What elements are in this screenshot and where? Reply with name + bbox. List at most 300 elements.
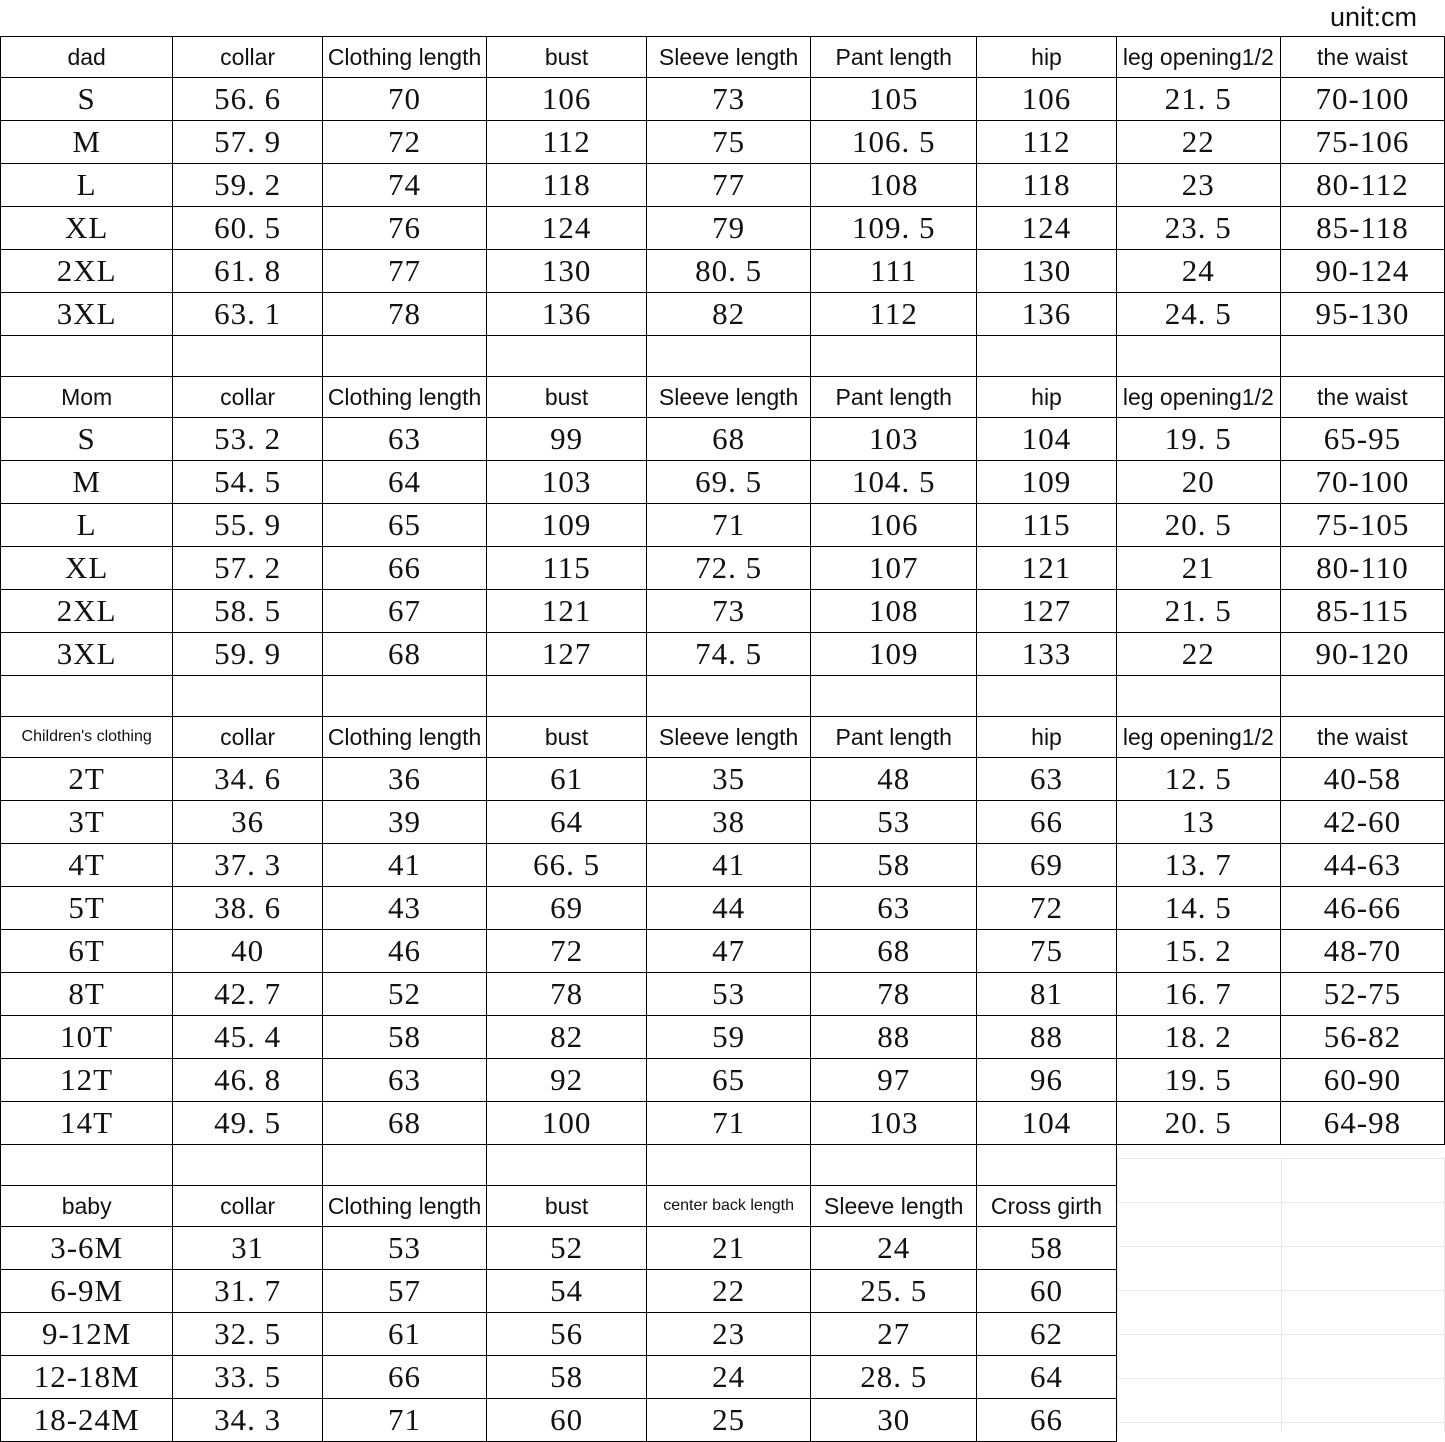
cell-clothing-length: 58 <box>323 1016 487 1059</box>
table-row <box>1 293 1445 336</box>
cell-leg-opening: 21 <box>1116 547 1280 590</box>
cell-leg-opening: 13. 7 <box>1116 844 1280 887</box>
spacer-cell <box>1 676 173 717</box>
cell-pant-length: 104. 5 <box>811 461 977 504</box>
column-header-collar: collar <box>173 1186 323 1227</box>
cell-hip: 63 <box>977 758 1116 801</box>
spacer-cell <box>811 1145 977 1186</box>
group-header-baby <box>1 1186 1445 1227</box>
table-row <box>1 1313 1445 1356</box>
cell-collar: 57. 9 <box>173 121 323 164</box>
size-label: 6T <box>1 930 173 973</box>
column-header-clothing-length: Clothing length <box>323 717 487 758</box>
spacer-cell <box>323 336 487 377</box>
cell-leg-opening: 23 <box>1116 164 1280 207</box>
cell-hip: 133 <box>977 633 1116 676</box>
empty-cell <box>1280 1356 1444 1399</box>
group-header-dad <box>1 37 1445 78</box>
cell-waist: 52-75 <box>1280 973 1444 1016</box>
cell-sleeve-length: 38 <box>647 801 811 844</box>
cell-sleeve-length: 77 <box>647 164 811 207</box>
cell-collar: 45. 4 <box>173 1016 323 1059</box>
size-label: 4T <box>1 844 173 887</box>
size-label: 12T <box>1 1059 173 1102</box>
cell-bust: 115 <box>487 547 647 590</box>
cell-pant-length: 68 <box>811 930 977 973</box>
column-header-sleeve-length: Sleeve length <box>647 37 811 78</box>
cell-collar: 63. 1 <box>173 293 323 336</box>
cell-bust: 54 <box>487 1270 647 1313</box>
cell-center-back-length: 23 <box>647 1313 811 1356</box>
cell-clothing-length: 68 <box>323 633 487 676</box>
cell-clothing-length: 36 <box>323 758 487 801</box>
table-row <box>1 1227 1445 1270</box>
cell-leg-opening: 14. 5 <box>1116 887 1280 930</box>
table-row <box>1 801 1445 844</box>
cell-hip: 69 <box>977 844 1116 887</box>
size-label: 3-6M <box>1 1227 173 1270</box>
group-label-baby: baby <box>1 1186 173 1227</box>
cell-collar: 31 <box>173 1227 323 1270</box>
cell-waist: 65-95 <box>1280 418 1444 461</box>
cell-bust: 100 <box>487 1102 647 1145</box>
spacer-cell <box>173 1145 323 1186</box>
table-row <box>1 887 1445 930</box>
cell-waist: 75-105 <box>1280 504 1444 547</box>
spacer-cell-empty <box>1280 1145 1444 1186</box>
cell-bust: 52 <box>487 1227 647 1270</box>
cell-waist: 70-100 <box>1280 78 1444 121</box>
table-row <box>1 1356 1445 1399</box>
cell-sleeve-length: 73 <box>647 78 811 121</box>
spacer-cell <box>811 676 977 717</box>
cell-pant-length: 53 <box>811 801 977 844</box>
cell-bust: 64 <box>487 801 647 844</box>
cell-hip: 104 <box>977 418 1116 461</box>
cell-hip: 124 <box>977 207 1116 250</box>
cell-waist: 75-106 <box>1280 121 1444 164</box>
empty-cell <box>1116 1356 1280 1399</box>
cell-leg-opening: 13 <box>1116 801 1280 844</box>
cell-leg-opening: 20. 5 <box>1116 1102 1280 1145</box>
size-label: 18-24M <box>1 1399 173 1442</box>
cell-collar: 42. 7 <box>173 973 323 1016</box>
cell-sleeve-length: 73 <box>647 590 811 633</box>
cell-bust: 61 <box>487 758 647 801</box>
cell-waist: 80-110 <box>1280 547 1444 590</box>
cell-hip: 136 <box>977 293 1116 336</box>
size-label: XL <box>1 207 173 250</box>
cell-clothing-length: 63 <box>323 1059 487 1102</box>
cell-bust: 56 <box>487 1313 647 1356</box>
spacer-cell <box>977 676 1116 717</box>
cell-clothing-length: 78 <box>323 293 487 336</box>
cell-hip: 75 <box>977 930 1116 973</box>
cell-sleeve-length: 47 <box>647 930 811 973</box>
cell-clothing-length: 64 <box>323 461 487 504</box>
cell-collar: 61. 8 <box>173 250 323 293</box>
spacer-cell <box>647 676 811 717</box>
group-header-children <box>1 717 1445 758</box>
cell-clothing-length: 67 <box>323 590 487 633</box>
column-header-clothing-length: Clothing length <box>323 1186 487 1227</box>
spacer-cell <box>811 336 977 377</box>
cell-clothing-length: 57 <box>323 1270 487 1313</box>
cell-leg-opening: 19. 5 <box>1116 1059 1280 1102</box>
cell-pant-length: 107 <box>811 547 977 590</box>
empty-cell <box>1280 1227 1444 1270</box>
cell-collar: 33. 5 <box>173 1356 323 1399</box>
cell-clothing-length: 77 <box>323 250 487 293</box>
cell-clothing-length: 61 <box>323 1313 487 1356</box>
cell-bust: 60 <box>487 1399 647 1442</box>
size-label: 12-18M <box>1 1356 173 1399</box>
size-label: L <box>1 164 173 207</box>
size-label: M <box>1 121 173 164</box>
cell-sleeve-length: 69. 5 <box>647 461 811 504</box>
cell-hip: 115 <box>977 504 1116 547</box>
cell-sleeve-length: 75 <box>647 121 811 164</box>
cell-hip: 96 <box>977 1059 1116 1102</box>
cell-sleeve-length: 79 <box>647 207 811 250</box>
cell-waist: 85-118 <box>1280 207 1444 250</box>
size-label: 10T <box>1 1016 173 1059</box>
cell-leg-opening: 18. 2 <box>1116 1016 1280 1059</box>
cell-pant-length: 78 <box>811 973 977 1016</box>
cell-collar: 34. 6 <box>173 758 323 801</box>
cell-cross-girth: 62 <box>977 1313 1116 1356</box>
spacer-cell <box>173 336 323 377</box>
cell-waist: 90-120 <box>1280 633 1444 676</box>
column-header-hip: hip <box>977 377 1116 418</box>
size-label: S <box>1 78 173 121</box>
cell-hip: 66 <box>977 801 1116 844</box>
cell-collar: 36 <box>173 801 323 844</box>
column-header-clothing-length: Clothing length <box>323 37 487 78</box>
size-label: 3XL <box>1 293 173 336</box>
cell-collar: 31. 7 <box>173 1270 323 1313</box>
cell-collar: 34. 3 <box>173 1399 323 1442</box>
cell-pant-length: 111 <box>811 250 977 293</box>
cell-clothing-length: 74 <box>323 164 487 207</box>
cell-pant-length: 106. 5 <box>811 121 977 164</box>
empty-cell <box>1116 1399 1280 1442</box>
cell-clothing-length: 66 <box>323 1356 487 1399</box>
cell-bust: 118 <box>487 164 647 207</box>
cell-bust: 121 <box>487 590 647 633</box>
column-header-waist: the waist <box>1280 377 1444 418</box>
cell-hip: 72 <box>977 887 1116 930</box>
table-row <box>1 758 1445 801</box>
cell-pant-length: 112 <box>811 293 977 336</box>
size-label: 2XL <box>1 250 173 293</box>
table-row <box>1 418 1445 461</box>
cell-center-back-length: 22 <box>647 1270 811 1313</box>
spacer-row <box>1 1145 1445 1186</box>
spacer-cell <box>487 676 647 717</box>
size-label: XL <box>1 547 173 590</box>
size-label: M <box>1 461 173 504</box>
cell-bust: 112 <box>487 121 647 164</box>
table-row <box>1 504 1445 547</box>
cell-cross-girth: 66 <box>977 1399 1116 1442</box>
group-header-mom <box>1 377 1445 418</box>
table-row <box>1 121 1445 164</box>
empty-cell <box>1280 1399 1444 1442</box>
cell-bust: 66. 5 <box>487 844 647 887</box>
spacer-cell <box>1280 676 1444 717</box>
cell-collar: 40 <box>173 930 323 973</box>
column-header-clothing-length: Clothing length <box>323 377 487 418</box>
cell-hip: 127 <box>977 590 1116 633</box>
cell-pant-length: 58 <box>811 844 977 887</box>
size-label: 2XL <box>1 590 173 633</box>
cell-sleeve-length: 82 <box>647 293 811 336</box>
spacer-cell <box>977 1145 1116 1186</box>
cell-waist: 80-112 <box>1280 164 1444 207</box>
spacer-cell <box>1280 336 1444 377</box>
cell-pant-length: 106 <box>811 504 977 547</box>
cell-clothing-length: 68 <box>323 1102 487 1145</box>
cell-waist: 48-70 <box>1280 930 1444 973</box>
column-header-waist: the waist <box>1280 717 1444 758</box>
cell-pant-length: 103 <box>811 1102 977 1145</box>
cell-cross-girth: 58 <box>977 1227 1116 1270</box>
unit-label: unit:cm <box>1329 2 1417 32</box>
cell-pant-length: 108 <box>811 164 977 207</box>
cell-waist: 60-90 <box>1280 1059 1444 1102</box>
table-row <box>1 973 1445 1016</box>
cell-waist: 90-124 <box>1280 250 1444 293</box>
cell-hip: 81 <box>977 973 1116 1016</box>
cell-sleeve-length: 71 <box>647 1102 811 1145</box>
cell-bust: 58 <box>487 1356 647 1399</box>
cell-pant-length: 103 <box>811 418 977 461</box>
table-row <box>1 250 1445 293</box>
cell-sleeve-length: 80. 5 <box>647 250 811 293</box>
cell-bust: 69 <box>487 887 647 930</box>
cell-center-back-length: 21 <box>647 1227 811 1270</box>
cell-leg-opening: 23. 5 <box>1116 207 1280 250</box>
cell-sleeve-length: 71 <box>647 504 811 547</box>
column-header-collar: collar <box>173 717 323 758</box>
cell-hip: 112 <box>977 121 1116 164</box>
cell-sleeve-length: 25. 5 <box>811 1270 977 1313</box>
cell-pant-length: 105 <box>811 78 977 121</box>
cell-pant-length: 108 <box>811 590 977 633</box>
table-row <box>1 207 1445 250</box>
cell-hip: 109 <box>977 461 1116 504</box>
cell-leg-opening: 21. 5 <box>1116 590 1280 633</box>
cell-pant-length: 48 <box>811 758 977 801</box>
cell-bust: 103 <box>487 461 647 504</box>
cell-clothing-length: 39 <box>323 801 487 844</box>
cell-leg-opening: 12. 5 <box>1116 758 1280 801</box>
group-label-mom: Mom <box>1 377 173 418</box>
empty-cell <box>1280 1186 1444 1227</box>
spacer-row <box>1 336 1445 377</box>
cell-sleeve-length: 27 <box>811 1313 977 1356</box>
cell-pant-length: 63 <box>811 887 977 930</box>
cell-clothing-length: 76 <box>323 207 487 250</box>
cell-collar: 38. 6 <box>173 887 323 930</box>
table-row <box>1 164 1445 207</box>
cell-collar: 58. 5 <box>173 590 323 633</box>
spacer-cell <box>487 336 647 377</box>
cell-cross-girth: 64 <box>977 1356 1116 1399</box>
table-row <box>1 547 1445 590</box>
cell-waist: 42-60 <box>1280 801 1444 844</box>
column-header-sleeve-length: Sleeve length <box>647 717 811 758</box>
cell-waist: 95-130 <box>1280 293 1444 336</box>
empty-cell <box>1116 1227 1280 1270</box>
cell-center-back-length: 24 <box>647 1356 811 1399</box>
spacer-cell-empty <box>1116 1145 1280 1186</box>
spacer-cell <box>977 336 1116 377</box>
cell-leg-opening: 22 <box>1116 121 1280 164</box>
empty-cell <box>1116 1186 1280 1227</box>
cell-clothing-length: 71 <box>323 1399 487 1442</box>
spacer-cell <box>1116 676 1280 717</box>
column-header-cross-girth: Cross girth <box>977 1186 1116 1227</box>
cell-collar: 57. 2 <box>173 547 323 590</box>
cell-clothing-length: 52 <box>323 973 487 1016</box>
cell-clothing-length: 41 <box>323 844 487 887</box>
table-row <box>1 1059 1445 1102</box>
cell-pant-length: 88 <box>811 1016 977 1059</box>
empty-cell <box>1280 1270 1444 1313</box>
spacer-cell <box>323 1145 487 1186</box>
table-row <box>1 930 1445 973</box>
cell-leg-opening: 24 <box>1116 250 1280 293</box>
cell-sleeve-length: 24 <box>811 1227 977 1270</box>
spacer-cell <box>647 1145 811 1186</box>
column-header-sleeve-length: Sleeve length <box>811 1186 977 1227</box>
column-header-collar: collar <box>173 377 323 418</box>
cell-waist: 44-63 <box>1280 844 1444 887</box>
spacer-cell <box>1 1145 173 1186</box>
cell-pant-length: 109. 5 <box>811 207 977 250</box>
cell-bust: 124 <box>487 207 647 250</box>
cell-hip: 104 <box>977 1102 1116 1145</box>
cell-hip: 118 <box>977 164 1116 207</box>
cell-leg-opening: 15. 2 <box>1116 930 1280 973</box>
cell-sleeve-length: 44 <box>647 887 811 930</box>
column-header-collar: collar <box>173 37 323 78</box>
cell-clothing-length: 43 <box>323 887 487 930</box>
cell-sleeve-length: 65 <box>647 1059 811 1102</box>
cell-leg-opening: 16. 7 <box>1116 973 1280 1016</box>
empty-cell <box>1280 1313 1444 1356</box>
cell-hip: 88 <box>977 1016 1116 1059</box>
cell-sleeve-length: 74. 5 <box>647 633 811 676</box>
spacer-cell <box>647 336 811 377</box>
cell-bust: 109 <box>487 504 647 547</box>
cell-bust: 78 <box>487 973 647 1016</box>
cell-leg-opening: 20. 5 <box>1116 504 1280 547</box>
size-label: 14T <box>1 1102 173 1145</box>
size-label: 6-9M <box>1 1270 173 1313</box>
table-row <box>1 633 1445 676</box>
column-header-bust: bust <box>487 717 647 758</box>
cell-pant-length: 97 <box>811 1059 977 1102</box>
cell-waist: 64-98 <box>1280 1102 1444 1145</box>
group-label-children: Children's clothing <box>1 717 173 758</box>
cell-sleeve-length: 68 <box>647 418 811 461</box>
cell-pant-length: 109 <box>811 633 977 676</box>
cell-sleeve-length: 30 <box>811 1399 977 1442</box>
column-header-leg-opening: leg opening1/2 <box>1116 717 1280 758</box>
cell-bust: 99 <box>487 418 647 461</box>
cell-clothing-length: 46 <box>323 930 487 973</box>
table-row <box>1 1270 1445 1313</box>
column-header-leg-opening: leg opening1/2 <box>1116 37 1280 78</box>
cell-collar: 46. 8 <box>173 1059 323 1102</box>
table-row <box>1 1016 1445 1059</box>
cell-bust: 72 <box>487 930 647 973</box>
cell-bust: 106 <box>487 78 647 121</box>
cell-waist: 46-66 <box>1280 887 1444 930</box>
column-header-pant-length: Pant length <box>811 717 977 758</box>
size-label: 2T <box>1 758 173 801</box>
cell-cross-girth: 60 <box>977 1270 1116 1313</box>
spacer-cell <box>173 676 323 717</box>
cell-bust: 127 <box>487 633 647 676</box>
spacer-cell <box>323 676 487 717</box>
cell-collar: 55. 9 <box>173 504 323 547</box>
cell-bust: 92 <box>487 1059 647 1102</box>
cell-leg-opening: 24. 5 <box>1116 293 1280 336</box>
cell-collar: 49. 5 <box>173 1102 323 1145</box>
size-label: S <box>1 418 173 461</box>
table-row <box>1 78 1445 121</box>
cell-bust: 130 <box>487 250 647 293</box>
size-chart-table <box>0 36 1445 1442</box>
column-header-leg-opening: leg opening1/2 <box>1116 377 1280 418</box>
cell-leg-opening: 20 <box>1116 461 1280 504</box>
column-header-hip: hip <box>977 717 1116 758</box>
column-header-center-back-length: center back length <box>647 1186 811 1227</box>
table-row <box>1 590 1445 633</box>
cell-collar: 59. 9 <box>173 633 323 676</box>
cell-clothing-length: 70 <box>323 78 487 121</box>
cell-waist: 56-82 <box>1280 1016 1444 1059</box>
cell-collar: 53. 2 <box>173 418 323 461</box>
cell-sleeve-length: 28. 5 <box>811 1356 977 1399</box>
cell-waist: 40-58 <box>1280 758 1444 801</box>
cell-clothing-length: 53 <box>323 1227 487 1270</box>
cell-sleeve-length: 53 <box>647 973 811 1016</box>
empty-cell <box>1116 1270 1280 1313</box>
cell-clothing-length: 65 <box>323 504 487 547</box>
size-label: 5T <box>1 887 173 930</box>
table-row <box>1 844 1445 887</box>
cell-leg-opening: 19. 5 <box>1116 418 1280 461</box>
cell-center-back-length: 25 <box>647 1399 811 1442</box>
size-label: 9-12M <box>1 1313 173 1356</box>
size-label: L <box>1 504 173 547</box>
column-header-bust: bust <box>487 37 647 78</box>
spacer-cell <box>487 1145 647 1186</box>
cell-waist: 85-115 <box>1280 590 1444 633</box>
spacer-cell <box>1 336 173 377</box>
cell-collar: 54. 5 <box>173 461 323 504</box>
cell-leg-opening: 22 <box>1116 633 1280 676</box>
cell-hip: 130 <box>977 250 1116 293</box>
cell-collar: 32. 5 <box>173 1313 323 1356</box>
column-header-hip: hip <box>977 37 1116 78</box>
column-header-sleeve-length: Sleeve length <box>647 377 811 418</box>
